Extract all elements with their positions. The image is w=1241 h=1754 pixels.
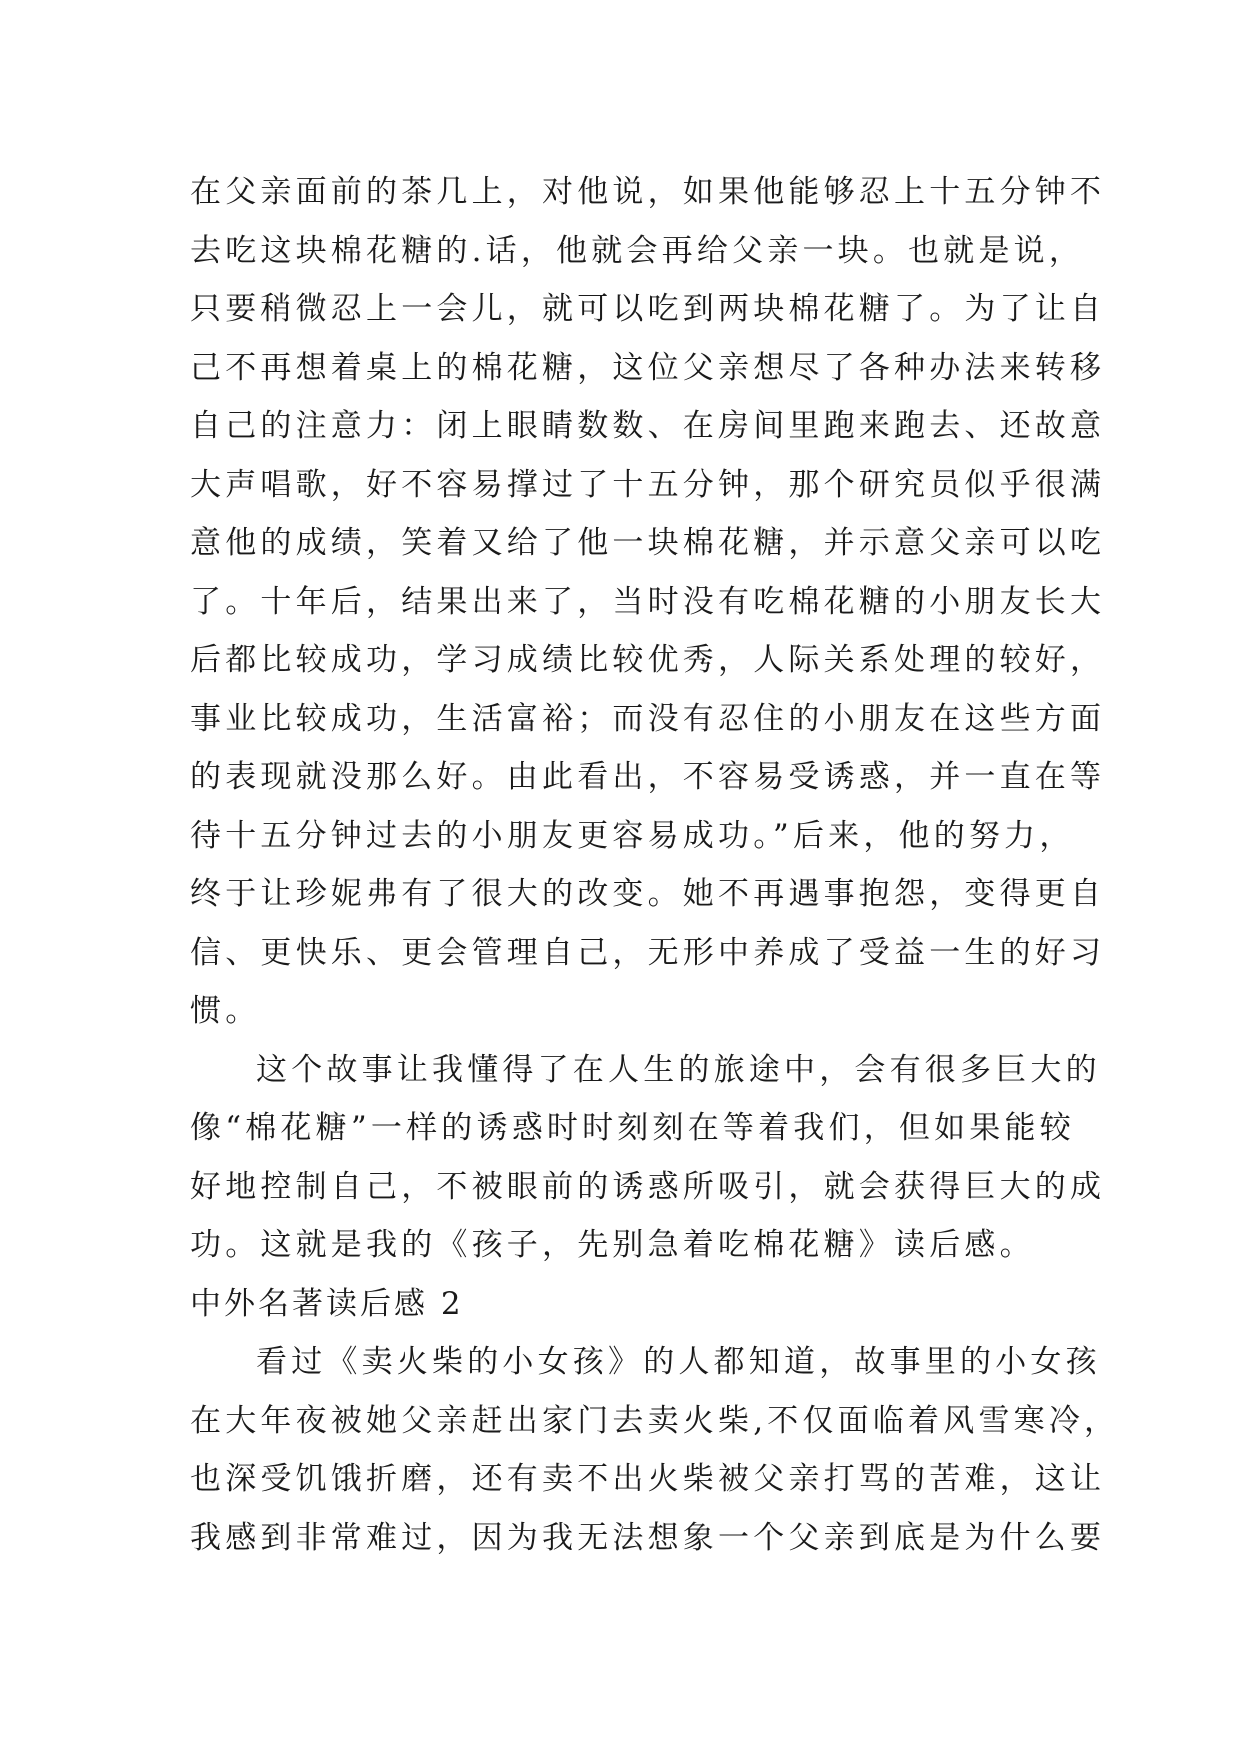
text-line: 只要稍微忍上一会儿，就可以吃到两块棉花糖了。为了让自 [190, 291, 1106, 327]
text-line: 自己的注意力：闭上眼睛数数、在房间里跑来跑去、还故意 [190, 408, 1106, 444]
text-line: 事业比较成功，生活富裕；而没有忍住的小朋友在这些方面 [190, 700, 1106, 737]
text-line: 去吃这块棉花糖的.话，他就会再给父亲一块。也就是说， [190, 232, 1085, 269]
text-line: 意他的成绩，笑着又给了他一块棉花糖，并示意父亲可以吃 [190, 525, 1106, 561]
document-body [190, 163, 1120, 1567]
text-line: 也深受饥饿折磨，还有卖不出火柴被父亲打骂的苦难，这让 [190, 1461, 1106, 1497]
text-line: 功。这就是我的《孩子，先别急着吃棉花糖》读后感。 [190, 1227, 1035, 1263]
text-line: 好地控制自己，不被眼前的诱惑所吸引，就会获得巨大的成 [190, 1168, 1106, 1205]
section-heading: 中外名著读后感 2 [190, 1285, 464, 1322]
text-line: 后都比较成功，学习成绩比较优秀，人际关系处理的较好， [190, 642, 1106, 678]
text-line: 的表现就没那么好。由此看出，不容易受诱惑，并一直在等 [190, 759, 1106, 795]
text-line: 这个故事让我懂得了在人生的旅途中，会有很多巨大的 [256, 1051, 1101, 1088]
text-line: 我感到非常难过，因为我无法想象一个父亲到底是为什么要 [190, 1519, 1106, 1556]
text-line: 了。十年后，结果出来了，当时没有吃棉花糖的小朋友长大 [190, 583, 1106, 620]
text-line: 像“棉花糖”一样的诱惑时时刻刻在等着我们，但如果能较 [190, 1110, 1075, 1146]
paragraph-2 [190, 1041, 1106, 1275]
text-line: 己不再想着桌上的棉花糖，这位父亲想尽了各种办法来转移 [190, 349, 1106, 386]
text-line: 大声唱歌，好不容易撑过了十五分钟，那个研究员似乎很满 [190, 466, 1106, 503]
paragraph-3 [190, 1333, 1120, 1567]
paragraph-1 [190, 163, 1106, 1041]
text-line: 看过《卖火柴的小女孩》的人都知道，故事里的小女孩 [256, 1344, 1101, 1380]
text-line: 终于让珍妮弗有了很大的改变。她不再遇事抱怨，变得更自 [190, 876, 1106, 912]
text-line: 在父亲面前的茶几上，对他说，如果他能够忍上十五分钟不 [190, 174, 1106, 210]
text-line: 待十五分钟过去的小朋友更容易成功。”后来，他的努力， [190, 817, 1075, 854]
text-line: 在大年夜被她父亲赶出家门去卖火柴,不仅面临着风雪寒冷， [190, 1402, 1120, 1439]
text-line: 信、更快乐、更会管理自己，无形中养成了受益一生的好习 [190, 934, 1106, 971]
text-line: 惯。 [190, 993, 261, 1029]
